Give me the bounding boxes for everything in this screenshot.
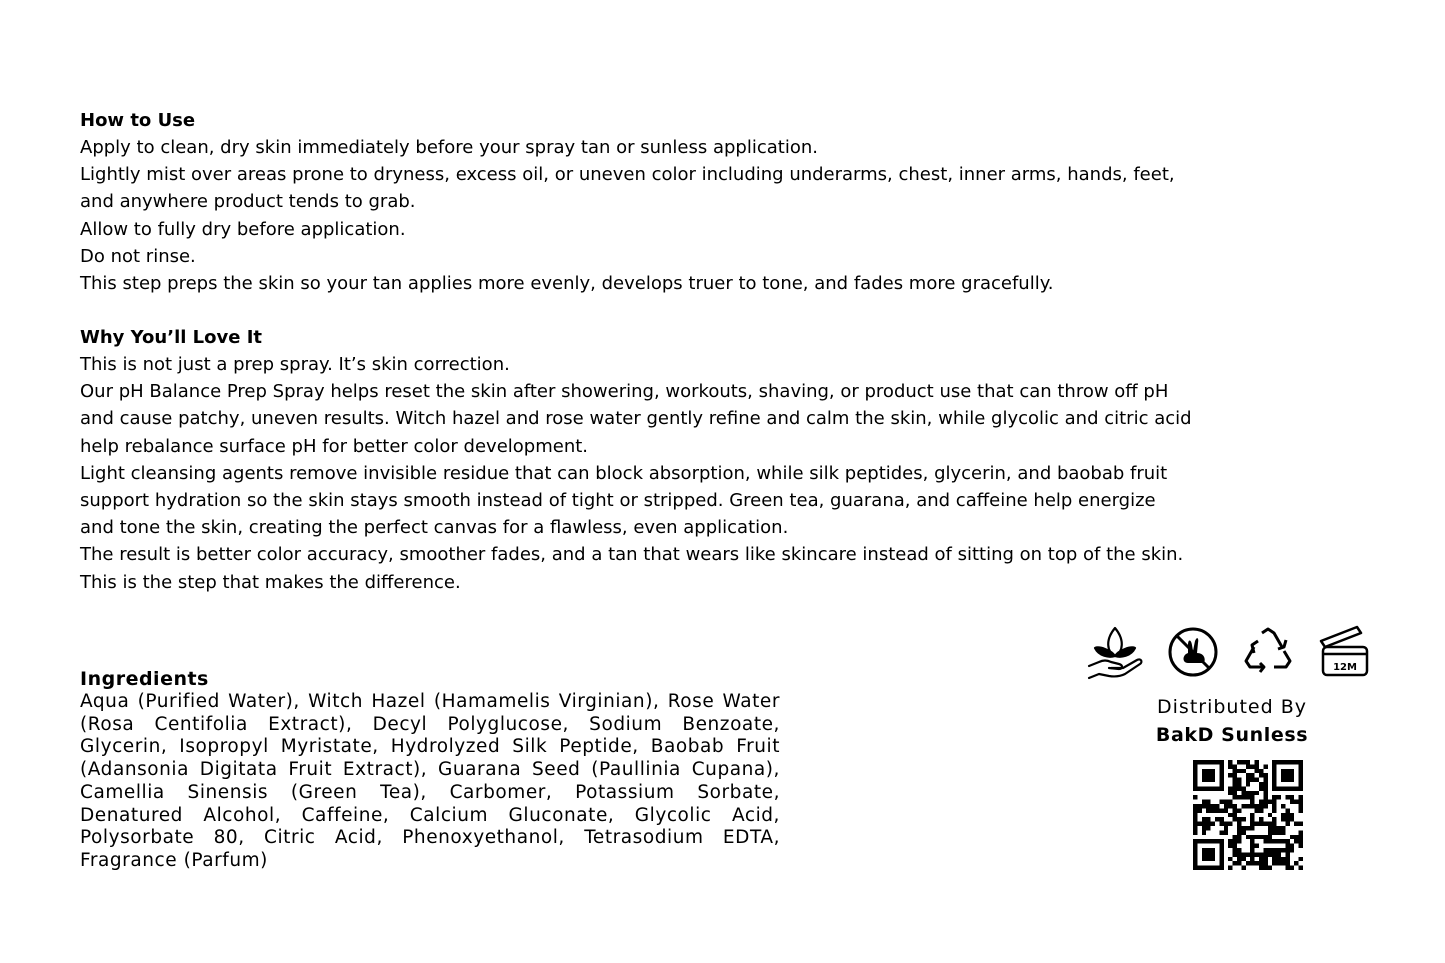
why-love-heading: Why You’ll Love It [80, 327, 263, 348]
how-to-use-line: Allow to fully dry before application. [80, 218, 406, 240]
why-love-line: This is not just a prep spray. It’s skin correction. [80, 354, 510, 375]
how-to-use-line: Lightly mist over areas prone to dryness, excess oil, or uneven color including underarms, chest, inner arms, hands, feet, [80, 164, 1175, 186]
distributed-by-label: Distributed By [1157, 696, 1307, 718]
natural-hand-leaf-icon [1085, 622, 1145, 682]
why-love-line: Light cleansing agents remove invisible residue that can block absorption, while silk peptides, glycerin, and baobab fruit [80, 462, 1168, 484]
why-love-line: help rebalance surface pH for better color development. [80, 435, 589, 457]
distributor-panel [1085, 622, 1375, 746]
distributor-name: BakD Sunless [1155, 724, 1309, 746]
how-to-use-section [80, 107, 1340, 297]
how-to-use-line: This step preps the skin so your tan applies more evenly, develops truer to tone, and fades more gracefully. [80, 273, 1054, 295]
why-love-line: and cause patchy, uneven results. Witch hazel and rose water gently refine and calm the skin, while glycolic and citric acid [80, 408, 1192, 430]
period-label: 12M [1333, 662, 1357, 673]
why-love-line: support hydration so the skin stays smooth instead of tight or stripped. Green tea, guarana, and caffeine help energize [80, 490, 1156, 512]
how-to-use-line: and anywhere product tends to grab. [80, 191, 416, 213]
why-love-line: The result is better color accuracy, smoother fades, and a tan that wears like skincare instead of sitting on top of the skin. [80, 544, 1184, 566]
12m-jar-icon [1317, 623, 1371, 681]
why-love-line: and tone the skin, creating the perfect canvas for a flawless, even application. [80, 517, 789, 539]
ingredients-section [80, 667, 780, 873]
why-love-line: Our pH Balance Prep Spray helps reset the skin after showering, workouts, shaving, or product use that can throw off pH [80, 381, 1169, 403]
why-love-line: This is the step that makes the difference. [80, 571, 461, 593]
ingredients-list: Aqua (Purified Water), Witch Hazel (Hamamelis Virginian), Rose Water (Rosa Centifolia Extract), Decyl Polyglucose, Sodium Benzoate, Glycerin, Isopropyl Myristate, Hydrolyzed Silk Peptide, Baobab Fruit (Adansonia Digitata Fruit Extract), Guarana Seed (Paullinia Cupana), Camellia Sinensis (Green Tea), Carbomer, Potassium Sorbate, Denatured Alcohol, Caffeine, Calcium Gluconate, Glycolic Acid, Polysorbate 80, Citric Acid, Phenoxyethanol, Tetrasodium EDTA, Fragrance (Parfum) [80, 691, 780, 871]
qr-code-icon [1193, 760, 1303, 870]
how-to-use-line: Do not rinse. [80, 245, 196, 267]
ingredients-heading: Ingredients [80, 668, 209, 690]
how-to-use-heading: How to Use [80, 110, 196, 131]
how-to-use-line: Apply to clean, dry skin immediately before your spray tan or sunless application. [80, 137, 818, 158]
badge-row [1085, 622, 1371, 682]
why-love-section [80, 324, 1340, 596]
recycle-icon [1240, 625, 1296, 679]
cruelty-free-rabbit-icon [1166, 625, 1220, 679]
